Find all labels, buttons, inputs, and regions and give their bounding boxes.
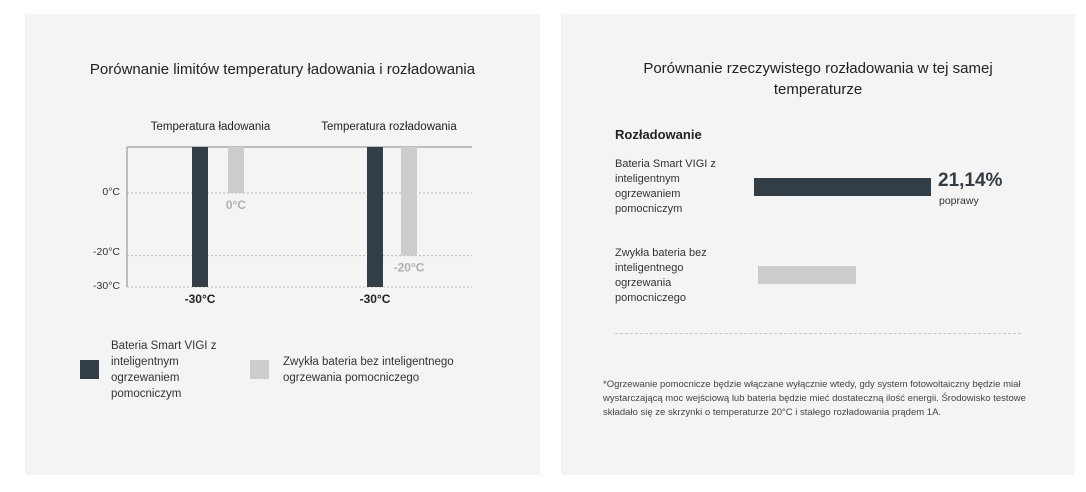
bar-data-label: -20°C <box>393 260 425 275</box>
legend-label-ordinary: Zwykła bateria bez inteligentnego ogrzewania pomocniczego <box>283 356 454 384</box>
footnote: *Ogrzewanie pomocnicze będzie włączane wyłącznie wtedy, gdy system fotowoltaiczny będzie miał wystarczającą moc wejściową lub bateria będzie mieć dostateczną ilość energii. Środowisko testowe składało się ze skrzynki o temperaturze 20°C i stałego rozładowania prądem 1A. <box>603 379 1026 418</box>
legend-label-smart: Bateria Smart VIGI z inteligentnym ogrzewaniem pomocniczym <box>111 340 217 400</box>
hbar-label-ordinary: Zwykła bateria bez inteligentnego ogrzewania pomocniczego <box>615 247 707 304</box>
improvement-label: poprawy <box>939 195 979 207</box>
group-label-discharging: Temperatura rozładowania <box>321 121 457 133</box>
y-tick-label: 0°C <box>102 186 120 198</box>
bar-data-label: -30°C <box>184 292 216 306</box>
temperature-limits-chart <box>25 14 540 475</box>
bar-ordinary <box>401 147 417 256</box>
hbar-smart <box>754 178 931 196</box>
bar-data-label: -30°C <box>359 292 391 306</box>
bar-ordinary <box>228 147 244 193</box>
bar-smart <box>192 147 208 287</box>
legend-swatch-smart <box>80 360 99 379</box>
left-panel <box>25 14 540 475</box>
divider <box>615 333 1021 334</box>
section-title: Rozładowanie <box>615 127 702 142</box>
bar-data-label: 0°C <box>225 198 247 212</box>
bar-smart <box>367 147 383 287</box>
left-chart-title: Porównanie limitów temperatury ładowania i rozładowania <box>89 61 476 78</box>
improvement-value: 21,14% <box>938 170 1003 191</box>
right-panel <box>561 14 1075 475</box>
y-tick-label: -20°C <box>93 246 120 258</box>
group-label-charging: Temperatura ładowania <box>150 121 271 133</box>
legend-swatch-ordinary <box>250 360 269 379</box>
right-chart-title: Porównanie rzeczywistego rozładowania w tej samej temperaturze <box>643 60 993 98</box>
hbar-ordinary <box>758 266 856 284</box>
y-tick-label: -30°C <box>93 280 120 292</box>
hbar-label-smart: Bateria Smart VIGI z inteligentnym ogrzewaniem pomocniczym <box>615 158 716 215</box>
